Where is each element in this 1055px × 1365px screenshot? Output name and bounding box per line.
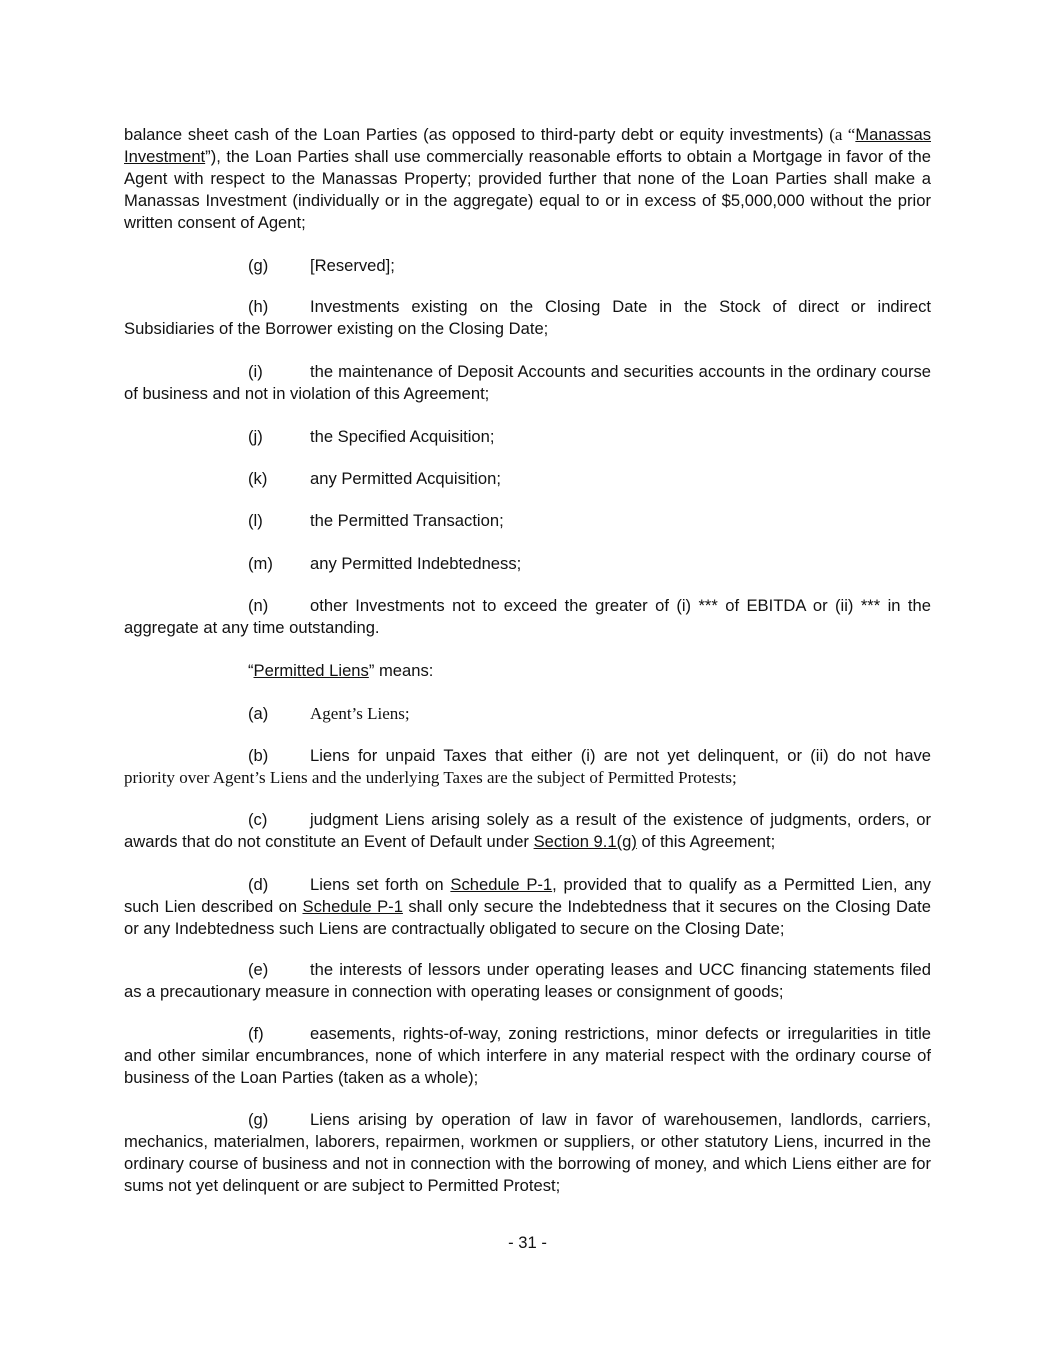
item-number: (e) [248,960,269,979]
item-text-part1: Liens for unpaid Taxes that either (i) are not yet delinquent, or (ii) do not have [310,746,931,765]
item-text-part1: judgment Liens arising solely as a result of the existence of judgments, orders, or awards that do not constitute an Event of Default under [124,810,931,851]
item-number: (g) [248,256,269,275]
intro-text-part1: balance sheet cash of the Loan Parties (as opposed to third-party debt or equity investments) [124,125,830,144]
investment-item-m [248,553,521,575]
item-number: (i) [248,362,263,381]
item-text: Investments existing on the Closing Date in the Stock of direct or indirect Subsidiaries of the Borrower existing on the Closing Date; [124,297,931,338]
intro-text-part2: (a “ [829,125,856,144]
item-text: the maintenance of Deposit Accounts and securities accounts in the ordinary course of business and not in violation of this Agreement; [124,362,931,403]
lien-item-g [124,1109,931,1197]
item-number: (l) [248,511,263,530]
investment-item-j [248,426,495,448]
page-number: - 31 - [508,1233,547,1252]
item-text: any Permitted Acquisition; [310,469,501,488]
investment-item-g [248,255,395,277]
item-text: the interests of lessors under operating leases and UCC financing statements filed as a precautionary measure in connection with operating leases or consignment of goods; [124,960,931,1001]
item-number: (k) [248,469,268,488]
lien-item-b [124,745,931,789]
item-number: (f) [248,1024,264,1043]
lien-item-d [124,874,931,940]
item-number: (h) [248,297,269,316]
item-text: Liens arising by operation of law in favor of warehousemen, landlords, carriers, mechanics, materialmen, laborers, repairmen, workmen or suppliers, or other statutory Liens, incurred in the ordinary course of business and not in connection with the borrowing of money, and which Liens either are for sums not yet delinquent or are subject to Permitted Protest; [124,1110,931,1195]
investment-item-i [124,361,931,405]
investment-item-h [124,296,931,340]
lien-item-e [124,959,931,1003]
item-number: (j) [248,427,263,446]
item-number: (a) [248,704,269,723]
item-text-part3: shall only secure the Indebtedness that it secures on the Closing Date or any Indebtedness such Liens are contractually obligated to secure on the Closing Date; [124,897,931,938]
item-text: the Permitted Transaction; [310,511,504,530]
permitted-liens-definition [248,660,433,682]
investment-item-l [248,510,504,532]
item-number: (b) [248,746,269,765]
lien-item-c [124,809,931,853]
open-quote: “ [248,661,254,680]
item-number: (n) [248,596,269,615]
intro-paragraph [124,124,931,234]
defined-term-manassas-investment: Manassas Investment [124,125,931,166]
lien-item-a [248,703,410,725]
item-text: other Investments not to exceed the greater of (i) *** of EBITDA or (ii) *** in the aggregate at any time outstanding. [124,596,931,637]
item-text: [Reserved]; [310,256,395,275]
item-text-part2: priority over Agent’s Liens and the underlying Taxes are the subject of Permitted Protests; [124,768,737,787]
lien-item-f [124,1023,931,1089]
item-number: (c) [248,810,268,829]
investment-item-k [248,468,501,490]
schedule-reference: Schedule P-1 [450,875,553,894]
means-text: ” means: [368,661,434,680]
item-number: (m) [248,554,273,573]
defined-term-permitted-liens: Permitted Liens [253,661,369,680]
item-text: easements, rights-of-way, zoning restrictions, minor defects or irregularities in title and other similar encumbrances, none of which interfere in any material respect with the ordinary course of business of the Loan Parties (taken as a whole); [124,1024,931,1087]
item-number: (d) [248,875,269,894]
item-text: the Specified Acquisition; [310,427,495,446]
item-text-part2: , provided that to qualify as a Permitted Lien, any such Lien described on [124,875,931,916]
investment-item-n [124,595,931,639]
item-text: any Permitted Indebtedness; [310,554,522,573]
section-reference: Section 9.1(g) [533,832,637,851]
item-text-part1: Liens set forth on [310,875,451,894]
item-number: (g) [248,1110,269,1129]
item-text-part2: of this Agreement; [636,832,776,851]
intro-text-part3: ”), the Loan Parties shall use commercially reasonable efforts to obtain a Mortgage in favor of the Agent with respect to the Manassas Property; provided further that none of the Loan Parties shall make a Manassas Investment (individually or in the aggregate) equal to or in excess of $5,000,000 without the prior written consent of Agent; [124,147,931,232]
schedule-reference: Schedule P-1 [302,897,403,916]
item-text: Agent’s Liens; [310,704,410,723]
